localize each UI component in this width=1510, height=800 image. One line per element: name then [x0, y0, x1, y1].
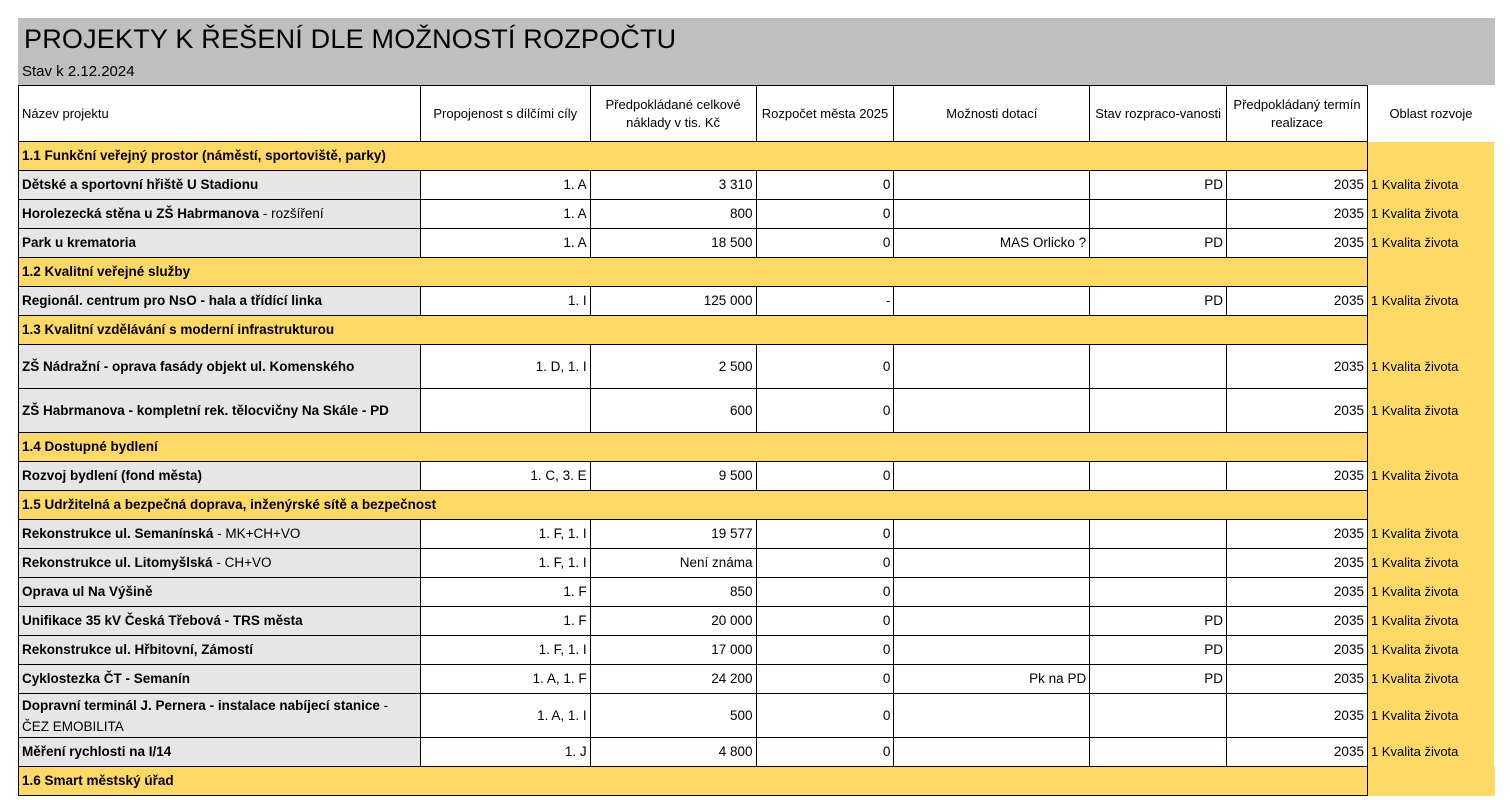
costs-cell[interactable]: 20 000 [590, 607, 756, 636]
section-area-cell[interactable] [1367, 316, 1494, 345]
table-row [19, 738, 1495, 767]
term-cell[interactable]: 2035 [1227, 578, 1368, 607]
goals-cell[interactable]: 1. A [420, 171, 590, 200]
project-name: ZŠ Habrmanova - kompletní rek. tělocvičny Na Skále - PD [22, 403, 389, 418]
table-row [19, 345, 1495, 389]
term-cell[interactable]: 2035 [1227, 607, 1368, 636]
term-cell[interactable]: 2035 [1227, 549, 1368, 578]
subsidy-cell[interactable] [894, 520, 1090, 549]
status-cell[interactable] [1090, 578, 1227, 607]
budget-cell[interactable]: 0 [756, 665, 894, 694]
header-row [19, 86, 1495, 142]
table-row [19, 665, 1495, 694]
table-row [19, 200, 1495, 229]
section-row [19, 258, 1495, 287]
section-area-cell[interactable] [1367, 767, 1494, 796]
header-area[interactable]: Oblast rozvoje [1367, 86, 1494, 142]
subsidy-cell[interactable] [894, 287, 1090, 316]
project-name: Měření rychlosti na I/14 [22, 744, 172, 759]
table-row [19, 462, 1495, 491]
costs-cell[interactable]: 600 [590, 389, 756, 433]
section-row [19, 491, 1495, 520]
project-name: Rozvoj bydlení (fond města) [22, 468, 203, 483]
status-cell[interactable]: PD [1090, 607, 1227, 636]
status-cell[interactable] [1090, 200, 1227, 229]
section-row [19, 316, 1495, 345]
term-cell[interactable]: 2035 [1227, 345, 1368, 389]
section-row [19, 767, 1495, 796]
subsidy-cell[interactable]: Pk na PD [894, 665, 1090, 694]
term-cell[interactable]: 2035 [1227, 200, 1368, 229]
projects-table [18, 85, 1495, 796]
project-name: Horolezecká stěna u ZŠ Habrmanova [22, 206, 260, 221]
subsidy-cell[interactable] [894, 345, 1090, 389]
area-cell[interactable]: 1 Kvalita života [1367, 389, 1494, 433]
status-cell[interactable] [1090, 738, 1227, 767]
area-cell[interactable]: 1 Kvalita života [1367, 287, 1494, 316]
project-name-cell[interactable] [19, 200, 421, 229]
budget-cell[interactable]: 0 [756, 607, 894, 636]
costs-cell[interactable]: 4 800 [590, 738, 756, 767]
project-name: Rekonstrukce ul. Semanínská [22, 526, 214, 541]
budget-cell[interactable]: 0 [756, 578, 894, 607]
subsidy-cell[interactable] [894, 549, 1090, 578]
area-cell[interactable]: 1 Kvalita života [1367, 636, 1494, 665]
area-cell[interactable]: 1 Kvalita života [1367, 345, 1494, 389]
costs-cell[interactable]: 19 577 [590, 520, 756, 549]
area-cell[interactable]: 1 Kvalita života [1367, 520, 1494, 549]
area-cell[interactable]: 1 Kvalita života [1367, 171, 1494, 200]
section-row [19, 142, 1495, 171]
project-name: ZŠ Nádražní - oprava fasády objekt ul. Komenského [22, 359, 355, 374]
section-title[interactable]: 1.3 Kvalitní vzdělávání s moderní infrastrukturou [19, 316, 1368, 345]
area-cell[interactable]: 1 Kvalita života [1367, 200, 1494, 229]
area-cell[interactable]: 1 Kvalita života [1367, 665, 1494, 694]
goals-cell[interactable]: 1. F, 1. I [420, 520, 590, 549]
project-name-cell[interactable] [19, 462, 421, 491]
table-row [19, 229, 1495, 258]
status-cell[interactable] [1090, 694, 1227, 738]
project-name: Rekonstrukce ul. Litomyšlská [22, 555, 213, 570]
project-name: Regionál. centrum pro NsO - hala a třídící linka [22, 293, 323, 308]
project-name: Dětské a sportovní hřiště U Stadionu [22, 177, 259, 192]
section-title[interactable]: 1.2 Kvalitní veřejné služby [19, 258, 1368, 287]
project-name-suffix: - MK+CH+VO [213, 526, 301, 541]
header-subsidy[interactable]: Možnosti dotací [894, 86, 1090, 142]
status-cell[interactable] [1090, 345, 1227, 389]
status-cell[interactable] [1090, 520, 1227, 549]
project-name-cell[interactable] [19, 636, 421, 665]
budget-cell[interactable]: 0 [756, 549, 894, 578]
status-cell[interactable] [1090, 549, 1227, 578]
term-cell[interactable]: 2035 [1227, 287, 1368, 316]
project-name-cell[interactable] [19, 665, 421, 694]
subsidy-cell[interactable] [894, 694, 1090, 738]
status-cell[interactable]: PD [1090, 229, 1227, 258]
project-name-cell[interactable] [19, 171, 421, 200]
table-body [19, 142, 1495, 796]
subsidy-cell[interactable] [894, 636, 1090, 665]
subsidy-cell[interactable] [894, 200, 1090, 229]
project-name: Rekonstrukce ul. Hřbitovní, Zámostí [22, 642, 254, 657]
term-cell[interactable]: 2035 [1227, 665, 1368, 694]
term-cell[interactable]: 2035 [1227, 636, 1368, 665]
goals-cell[interactable]: 1. F, 1. I [420, 636, 590, 665]
area-cell[interactable]: 1 Kvalita života [1367, 549, 1494, 578]
budget-cell[interactable]: 0 [756, 636, 894, 665]
goals-cell[interactable]: 1. F, 1. I [420, 549, 590, 578]
project-name: Dopravní terminál J. Pernera - instalace nabíjecí stanice [22, 697, 380, 713]
subsidy-cell[interactable] [894, 738, 1090, 767]
area-cell[interactable]: 1 Kvalita života [1367, 229, 1494, 258]
status-cell[interactable]: PD [1090, 171, 1227, 200]
section-area-cell[interactable] [1367, 491, 1494, 520]
subsidy-cell[interactable]: MAS Orlicko ? [894, 229, 1090, 258]
page-title: PROJEKTY K ŘEŠENÍ DLE MOŽNOSTÍ ROZPOČTU [24, 24, 677, 54]
project-name-cell[interactable] [19, 694, 421, 738]
budget-cell[interactable]: 0 [756, 345, 894, 389]
header-status[interactable]: Stav rozpraco-vanosti [1090, 86, 1227, 142]
budget-cell[interactable]: 0 [756, 389, 894, 433]
header-costs[interactable]: Předpokládané celkové náklady v tis. Kč [590, 86, 756, 142]
table-row [19, 694, 1495, 738]
term-cell[interactable]: 2035 [1227, 520, 1368, 549]
project-name-cell[interactable] [19, 738, 421, 767]
section-area-cell[interactable] [1367, 258, 1494, 287]
project-name-cell[interactable] [19, 578, 421, 607]
goals-cell[interactable] [420, 389, 590, 433]
section-row [19, 433, 1495, 462]
term-cell[interactable]: 2035 [1227, 462, 1368, 491]
goals-cell[interactable]: 1. D, 1. I [420, 345, 590, 389]
table-row [19, 549, 1495, 578]
project-name-cell[interactable] [19, 287, 421, 316]
project-name-cell[interactable] [19, 520, 421, 549]
section-title[interactable]: 1.1 Funkční veřejný prostor (náměstí, sportoviště, parky) [19, 142, 1368, 171]
goals-cell[interactable]: 1. I [420, 287, 590, 316]
status-cell[interactable]: PD [1090, 636, 1227, 665]
project-name-cell[interactable] [19, 549, 421, 578]
area-cell[interactable]: 1 Kvalita života [1367, 607, 1494, 636]
project-name: Cyklostezka ČT - Semanín [22, 671, 191, 686]
table-row [19, 389, 1495, 433]
table-row [19, 578, 1495, 607]
subsidy-cell[interactable] [894, 171, 1090, 200]
budget-cell[interactable]: 0 [756, 462, 894, 491]
header-term[interactable]: Předpokládaný termín realizace [1227, 86, 1368, 142]
area-cell[interactable]: 1 Kvalita života [1367, 694, 1494, 738]
goals-cell[interactable]: 1. A, 1. I [420, 694, 590, 738]
status-date: Stav k 2.12.2024 [22, 63, 135, 80]
project-name: Park u krematoria [22, 235, 137, 250]
project-name-suffix: - ČEZ EMOBILITA [22, 697, 389, 734]
goals-cell[interactable]: 1. C, 3. E [420, 462, 590, 491]
section-area-cell[interactable] [1367, 433, 1494, 462]
goals-cell[interactable]: 1. A [420, 229, 590, 258]
project-name: Unifikace 35 kV Česká Třebová - TRS města [22, 613, 303, 628]
table-row [19, 171, 1495, 200]
status-cell[interactable] [1090, 389, 1227, 433]
goals-cell[interactable]: 1. J [420, 738, 590, 767]
budget-cell[interactable]: 0 [756, 200, 894, 229]
costs-cell[interactable]: Není známa [590, 549, 756, 578]
subsidy-cell[interactable] [894, 462, 1090, 491]
costs-cell[interactable]: 18 500 [590, 229, 756, 258]
area-cell[interactable]: 1 Kvalita života [1367, 738, 1494, 767]
project-name-cell[interactable] [19, 229, 421, 258]
title-banner [18, 18, 1495, 85]
status-cell[interactable]: PD [1090, 665, 1227, 694]
section-area-cell[interactable] [1367, 142, 1494, 171]
project-name: Oprava ul Na Výšině [22, 584, 153, 599]
costs-cell[interactable]: 2 500 [590, 345, 756, 389]
costs-cell[interactable]: 9 500 [590, 462, 756, 491]
budget-cell[interactable]: - [756, 287, 894, 316]
costs-cell[interactable]: 17 000 [590, 636, 756, 665]
goals-cell[interactable]: 1. A [420, 200, 590, 229]
table-row [19, 287, 1495, 316]
project-name-suffix: - rozšíření [259, 206, 324, 221]
goals-cell[interactable]: 1. F [420, 578, 590, 607]
term-cell[interactable]: 2035 [1227, 738, 1368, 767]
costs-cell[interactable]: 800 [590, 200, 756, 229]
table-row [19, 607, 1495, 636]
costs-cell[interactable]: 125 000 [590, 287, 756, 316]
term-cell[interactable]: 2035 [1227, 171, 1368, 200]
term-cell[interactable]: 2035 [1227, 229, 1368, 258]
subsidy-cell[interactable] [894, 389, 1090, 433]
area-cell[interactable]: 1 Kvalita života [1367, 578, 1494, 607]
budget-cell[interactable]: 0 [756, 229, 894, 258]
goals-cell[interactable]: 1. A, 1. F [420, 665, 590, 694]
table-row [19, 636, 1495, 665]
costs-cell[interactable]: 850 [590, 578, 756, 607]
goals-cell[interactable]: 1. F [420, 607, 590, 636]
project-name-cell[interactable] [19, 389, 421, 433]
term-cell[interactable]: 2035 [1227, 389, 1368, 433]
header-budget[interactable]: Rozpočet města 2025 [756, 86, 894, 142]
term-cell[interactable]: 2035 [1227, 694, 1368, 738]
budget-cell[interactable]: 0 [756, 520, 894, 549]
subsidy-cell[interactable] [894, 578, 1090, 607]
project-name-suffix: - CH+VO [212, 555, 272, 570]
status-cell[interactable] [1090, 462, 1227, 491]
section-title[interactable]: 1.5 Udržitelná a bezpečná doprava, inženýrské sítě a bezpečnost [19, 491, 1368, 520]
costs-cell[interactable]: 24 200 [590, 665, 756, 694]
section-title[interactable]: 1.4 Dostupné bydlení [19, 433, 1368, 462]
costs-cell[interactable]: 3 310 [590, 171, 756, 200]
budget-cell[interactable]: 0 [756, 694, 894, 738]
budget-cell[interactable]: 0 [756, 738, 894, 767]
project-name-cell[interactable] [19, 345, 421, 389]
area-cell[interactable]: 1 Kvalita života [1367, 462, 1494, 491]
costs-cell[interactable]: 500 [590, 694, 756, 738]
header-name[interactable]: Název projektu [19, 86, 421, 142]
header-goals[interactable]: Propojenost s dílčími cíly [420, 86, 590, 142]
status-cell[interactable]: PD [1090, 287, 1227, 316]
table-row [19, 520, 1495, 549]
budget-cell[interactable]: 0 [756, 171, 894, 200]
subsidy-cell[interactable] [894, 607, 1090, 636]
section-title[interactable]: 1.6 Smart městský úřad [19, 767, 1368, 796]
project-name-cell[interactable] [19, 607, 421, 636]
